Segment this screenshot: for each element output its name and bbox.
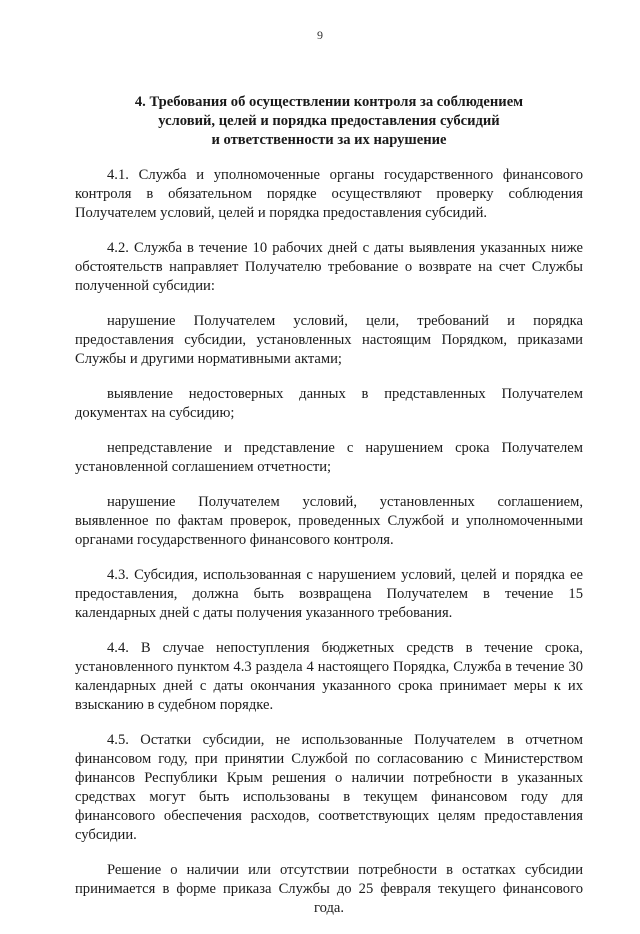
page-number: 9: [317, 28, 323, 42]
heading-line-1: 4. Требования об осуществлении контроля за соблюдением: [134, 94, 524, 110]
document-body: [75, 93, 583, 934]
paragraph-4-1: 4.1. Служба и уполномоченные органы государственного финансового контроля в обязательном порядке осуществляют проверку соблюдения Получателем условий, целей и порядка предоставления субсидий.: [75, 167, 583, 221]
heading-line-2: условий, целей и порядка предоставления субсидий: [158, 113, 500, 129]
section-heading: [75, 93, 583, 150]
paragraph-reporting: непредставление и представление с нарушением срока Получателем установленной соглашением отчетности;: [75, 440, 583, 475]
paragraph-decision: Решение о наличии или отсутствии потребности в остатках субсидии принимается в форме приказа Службы до 25 февраля текущего финансового года.: [75, 862, 583, 916]
heading-line-3: и ответственности за их нарушение: [211, 132, 447, 148]
paragraph-unreliable-data: выявление недостоверных данных в представленных Получателем документах на субсидию;: [75, 386, 583, 421]
paragraph-4-5: 4.5. Остатки субсидии, не использованные Получателем в отчетном финансовом году, при принятии Службой по согласованию с Министерством финансов Республики Крым решения о наличии потребности в указанных средствах могут быть использованы в текущем финансовом году для финансового обеспечения расходов, соответствующих целям предоставления субсидии.: [75, 732, 583, 843]
paragraph-4-2: 4.2. Служба в течение 10 рабочих дней с даты выявления указанных ниже обстоятельств направляет Получателю требование о возврате на счет Службы полученной субсидии:: [75, 240, 583, 294]
paragraph-violation-agreement: нарушение Получателем условий, установленных соглашением, выявленное по фактам проверок, проведенных Службой и уполномоченными органами государственного финансового контроля.: [75, 494, 583, 548]
paragraph-4-3: 4.3. Субсидия, использованная с нарушением условий, целей и порядка ее предоставления, должна быть возвращена Получателем в течение 15 календарных дней с даты получения указанного требования.: [75, 567, 583, 621]
paragraph-4-4: 4.4. В случае непоступления бюджетных средств в течение срока, установленного пунктом 4.3 раздела 4 настоящего Порядка, Служба в течение 30 календарных дней с даты окончания указанного срока принимает меры к их взысканию в судебном порядке.: [75, 640, 583, 713]
paragraph-violation-conditions: нарушение Получателем условий, цели, требований и порядка предоставления субсидии, установленных настоящим Порядком, приказами Службы и другими нормативными актами;: [75, 313, 583, 367]
